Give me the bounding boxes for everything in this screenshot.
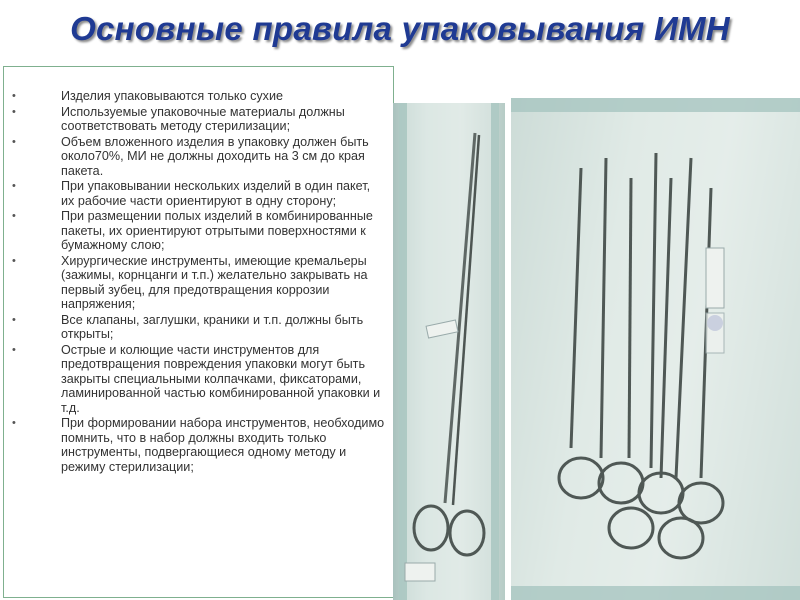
rule-text: Изделия упаковываются только сухие: [61, 89, 284, 103]
bullet-icon: •: [12, 417, 16, 429]
rule-text: Острые и колющие части инструментов для предотвращения повреждения упаковки могут быть закрыты специальными колпачками, фиксаторами, ламинированной частью комбинированной упаковки и т.д.: [61, 342, 381, 415]
rule-text: Объем вложенного изделия в упаковку должен быть около70%, МИ не должны доходить на 3 см до края пакета.: [61, 134, 369, 178]
bullet-icon: •: [12, 313, 16, 326]
rule-item: [12, 105, 385, 134]
rule-item: [12, 179, 385, 208]
bullet-icon: •: [12, 105, 16, 118]
rule-item: [12, 416, 385, 474]
photo-single-clamp-pouch: [393, 103, 505, 600]
rule-text: При формировании набора инструментов, необходимо помнить, что в набор должны входить только инструменты, подвергающиеся одному методу и режиму стерилизации;: [61, 416, 385, 474]
rule-item: [12, 313, 385, 342]
bullet-icon: •: [12, 90, 16, 102]
rule-text: При размещении полых изделий в комбинированные пакеты, их ориентируют отрытыми поверхностями к бумажному слою;: [61, 209, 373, 252]
bullet-icon: •: [12, 135, 16, 148]
rule-item: [12, 209, 385, 253]
clamp-illustration: [393, 103, 505, 600]
rule-item: [12, 89, 385, 104]
rule-item: [12, 135, 385, 179]
rules-text-box: [3, 66, 394, 598]
rule-item: [12, 343, 385, 416]
photo-instrument-set-pouch: [511, 98, 800, 600]
bullet-icon: •: [12, 210, 16, 222]
rule-text: При упаковывании нескольких изделий в один пакет, их рабочие части ориентируют в одну сторону;: [61, 179, 371, 208]
instrument-set-illustration: [511, 98, 800, 600]
bullet-icon: •: [12, 254, 16, 267]
rule-text: Все клапаны, заглушки, краники и т.п. должны быть открыты;: [61, 312, 364, 341]
rule-item: [12, 254, 385, 312]
bullet-icon: •: [12, 343, 16, 356]
rule-text: Хирургические инструменты, имеющие кремальеры (зажимы, корнцанги и т.п.) желательно закрывать на первый зубец, для предотвращения коррозии напряжения;: [61, 253, 368, 311]
slide-title: Основные правила упаковывания ИМН: [70, 10, 730, 47]
rule-text: Используемые упаковочные материалы должны соответствовать методу стерилизации;: [61, 104, 345, 133]
rules-list: [4, 67, 393, 474]
bullet-icon: •: [12, 180, 16, 192]
